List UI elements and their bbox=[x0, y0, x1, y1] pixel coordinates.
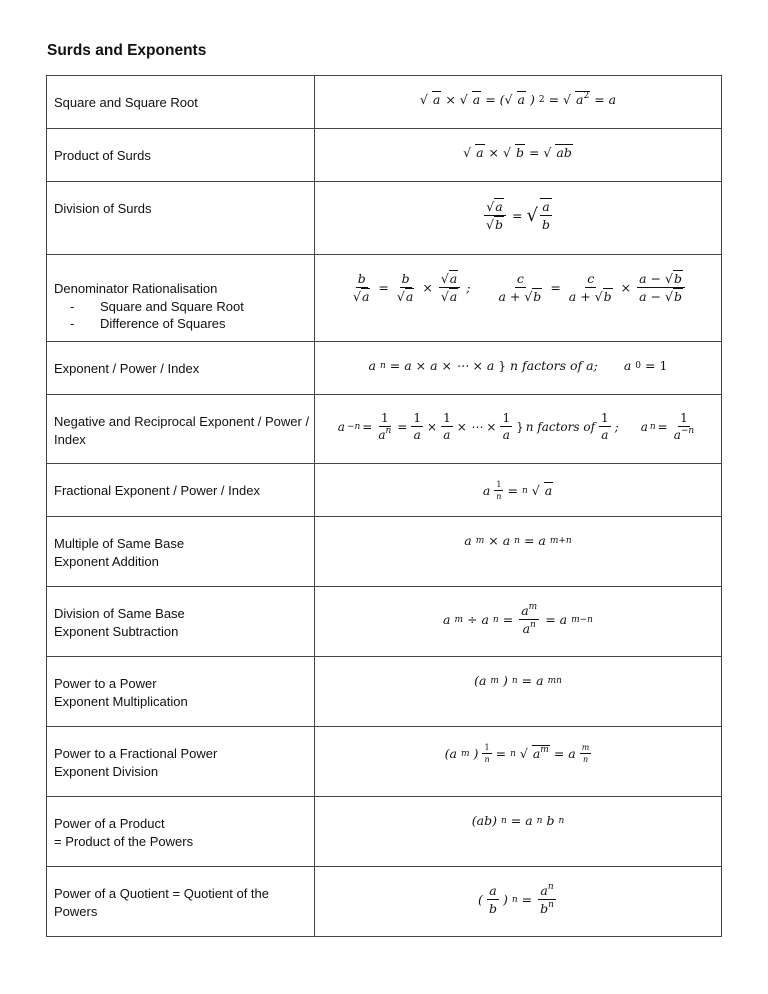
rule-sublabel: - Square and Square Root bbox=[70, 298, 244, 314]
rule-label: Square and Square Root bbox=[47, 76, 315, 129]
rule-label bbox=[47, 727, 315, 797]
rule-label-secondary: Exponent Multiplication bbox=[54, 693, 188, 709]
table-row bbox=[47, 797, 722, 867]
table-row bbox=[47, 342, 722, 395]
table-row bbox=[47, 657, 722, 727]
rule-label bbox=[47, 517, 315, 587]
table-row bbox=[47, 129, 722, 182]
rule-label-main: Multiple of Same Base bbox=[54, 536, 185, 551]
rule-label-main: Power to a Power bbox=[54, 676, 157, 691]
rule-label-main: Power to a Fractional Power bbox=[54, 746, 218, 761]
rule-formula: a m × a n = a m+n bbox=[315, 517, 722, 587]
rule-formula: (a m ) n = a mn bbox=[315, 657, 722, 727]
table-row bbox=[47, 867, 722, 937]
rule-label: Negative and Reciprocal Exponent / Power / Index bbox=[47, 395, 315, 464]
rule-formula: √a √b = √ a b bbox=[315, 182, 722, 255]
rule-label-secondary: Exponent Subtraction bbox=[54, 623, 179, 639]
rule-label bbox=[47, 587, 315, 657]
table-row bbox=[47, 464, 722, 517]
rule-label: Fractional Exponent / Power / Index bbox=[47, 464, 315, 517]
rule-formula: b √a = b √a × √a √a ; c a + √b = c a + √b × a − √b a − √b bbox=[315, 255, 722, 342]
rule-label: Division of Surds bbox=[47, 182, 315, 255]
rule-label-main: Division of Same Base bbox=[54, 606, 185, 621]
rules-table bbox=[46, 75, 722, 937]
rule-label: Product of Surds bbox=[47, 129, 315, 182]
table-row bbox=[47, 255, 722, 342]
rule-formula: (ab) n = a n b n bbox=[315, 797, 722, 867]
rule-formula: (a m ) 1 n = n √ $a^m$ = a m n bbox=[315, 727, 722, 797]
page-title: Surds and Exponents bbox=[47, 42, 207, 59]
rule-sublabel: - Difference of Squares bbox=[70, 316, 226, 331]
rule-label-main: Power of a Product bbox=[54, 816, 165, 831]
rule-label-secondary: Exponent Addition bbox=[54, 553, 159, 569]
rule-formula: √ a × √ a = (√ a ) 2 = √ $a^2$ = a bbox=[315, 76, 722, 129]
rule-formula: √ a × √ b = √ ab bbox=[315, 129, 722, 182]
rule-formula: ( a b ) n = $a^n$ $b^n$ bbox=[315, 867, 722, 937]
rule-label: Exponent / Power / Index bbox=[47, 342, 315, 395]
table-row bbox=[47, 395, 722, 464]
rule-label-secondary: = Product of the Powers bbox=[54, 833, 194, 849]
rule-formula: a m ÷ a n = $a^m$ $a^n$ = a m−n bbox=[315, 587, 722, 657]
table-row bbox=[47, 182, 722, 255]
rule-formula: a 1 n = n √ a bbox=[315, 464, 722, 517]
rule-label bbox=[47, 797, 315, 867]
rule-label: Power of a Quotient = Quotient of the Powers bbox=[47, 867, 315, 937]
table-row bbox=[47, 517, 722, 587]
rule-label bbox=[47, 255, 315, 342]
rule-label-main: Denominator Rationalisation bbox=[54, 281, 218, 296]
rule-formula: a −n = 1 $a^n$ = 1 a × 1 a × ⋯ × 1 a } n factors of 1 a ; a n = 1 $a^{-n}$ bbox=[315, 395, 722, 464]
rule-label-secondary: Exponent Division bbox=[54, 763, 159, 779]
table-row bbox=[47, 76, 722, 129]
rule-label bbox=[47, 657, 315, 727]
table-row bbox=[47, 587, 722, 657]
table-row bbox=[47, 727, 722, 797]
rule-formula: a n = a × a × ⋯ × a } n factors of a; a 0 = 1 bbox=[315, 342, 722, 395]
